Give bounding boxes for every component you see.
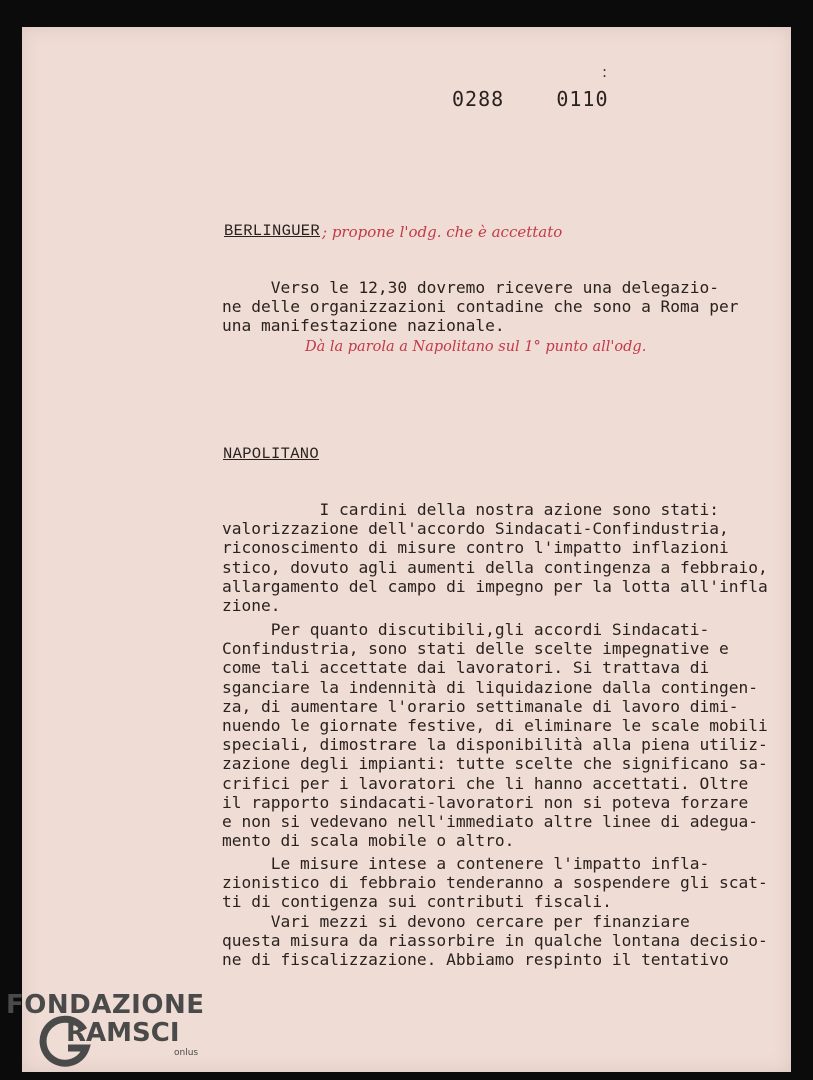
margin-mark: : xyxy=(602,63,608,81)
paragraph-misure: Le misure intese a contenere l'impatto infla- zionistico di febbraio tenderanno a sospendere gli scat- ti di contigenza sui contributi fiscali. xyxy=(222,854,768,912)
watermark-line2: RAMSCI xyxy=(66,1018,180,1048)
handwritten-note-berlinguer: ; propone l'odg. che è accettato xyxy=(322,223,563,241)
paragraph-cardini: I cardini della nostra azione sono stati: valorizzazione dell'accordo Sindacati-Confindustria, riconoscimento di misure contro l'impatto inflazioni stico, dovuto agli aumenti della contingenza a febbraio, allargamento del campo di impegno per la lotta all'infla zione. xyxy=(222,500,768,616)
document-page xyxy=(22,27,791,1072)
document-number: 0288 0110 xyxy=(452,87,609,111)
paragraph-mezzi: Vari mezzi si devono cercare per finanziare questa misura da riassorbire in qualche lontana decisio- ne di fiscalizzazione. Abbiamo respinto il tentativo xyxy=(222,912,768,970)
watermark-line1: FONDAZIONE xyxy=(6,990,205,1020)
paragraph-berlinguer: Verso le 12,30 dovremo ricevere una delegazio- ne delle organizzazioni contadine che sono a Roma per una manifestazione nazionale. xyxy=(222,278,739,336)
paragraph-accordi: Per quanto discutibili,gli accordi Sindacati- Confindustria, sono stati delle scelte impegnative e come tali accettate dai lavoratori. Si trattava di sganciare la indennità di liquidazione dalla contingen- za, di aumentare l'orario settimanale di lavoro dimi- nuendo le giornate festive, di eliminare le scale mobili speciali, dimostrare la disponibilità alla piena utiliz- zazione degli impianti: tutte scelte che significano sa- crifici per i lavoratori che li hanno accettati. Oltre il rapporto sindacati-lavoratori non si poteva forzare e non si vedevano nell'immediato altre linee di adegua- mento di scala mobile o altro. xyxy=(222,620,768,851)
heading-berlinguer: BERLINGUER xyxy=(224,222,321,240)
fondazione-gramsci-watermark xyxy=(6,990,205,1058)
watermark-onlus: onlus xyxy=(174,1048,199,1058)
handwritten-note-napolitano: Dà la parola a Napolitano sul 1° punto all'odg. xyxy=(305,339,647,355)
heading-napolitano: NAPOLITANO xyxy=(223,445,320,463)
